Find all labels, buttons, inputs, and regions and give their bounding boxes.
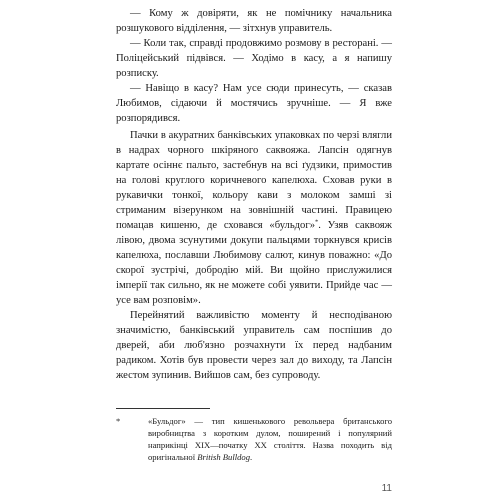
dialogue-line: — Кому ж довіряти, як не помічнику начальника розшукового відділення, — зітхнув управитель. xyxy=(116,8,392,34)
paragraph-text: Пачки в акуратних банківських упаковках по черзі влягли в надрах чорного шкіряного саквояжа. Лапсін одягнув картате осіннє пальто, застебнув на всі ґудзики, примостив на голові круглого коричневого капелюха. Сховав руки в рукавички тонкої, кольору кави з молоком замші зі стриманим візерунком на зовнішній частині. Правицею помацав кишеню, де сховався «бульдог» xyxy=(116,130,392,231)
footnote-italic-term: British Bulldog xyxy=(197,452,250,462)
footnote-divider xyxy=(116,408,210,409)
footnote-text-part: «Бульдог» — тип кишенькового револьвера британського виробництва з коротким дулом, поширений і популярний наприкінці XIX—початку XX століття. Назва походить від оригінальної xyxy=(148,416,392,462)
narrative-paragraph: Перейнятий важливістю моменту й несподіваною значимістю, банківський управитель сам поспішив до дверей, аби люб'язно розчахнути їх перед надбаним радиком. Хотів був провести через зал до виходу, та Лапсін жестом зупинив. Вийшов сам, без супроводу. xyxy=(116,310,392,381)
footnote-text-part: . xyxy=(250,452,253,462)
footnote-reference: * xyxy=(315,218,319,226)
narrative-paragraph xyxy=(116,128,392,308)
narrative-block xyxy=(116,128,392,383)
footnote xyxy=(116,415,392,463)
footnote-mark: * xyxy=(116,416,121,426)
page-number: 11 xyxy=(381,483,392,494)
dialogue-line: — Коли так, справді продовжимо розмову в ресторані. — Поліцейський підвівся. — Ходімо в касу, а я напишу розписку. xyxy=(116,38,392,79)
paragraph-text: . Узяв саквояж лівою, двома зсунутими докупи пальцями торкнувся крисів капелюха, пославши Любимову салют, кинув поважно: «До скорої зустрічі, добродію мій. Ви щойно прислужилися імперії так сильно, як не можете собі уявити. Прийде час — усе вам розповім». xyxy=(116,220,392,306)
dialogue-block xyxy=(116,6,392,126)
dialogue-line: — Навіщо в касу? Нам усе сюди принесуть, — сказав Любимов, сідаючи й мостячись зручніше. — Я вже розпорядився. xyxy=(116,83,392,124)
footnote-text xyxy=(148,415,392,463)
